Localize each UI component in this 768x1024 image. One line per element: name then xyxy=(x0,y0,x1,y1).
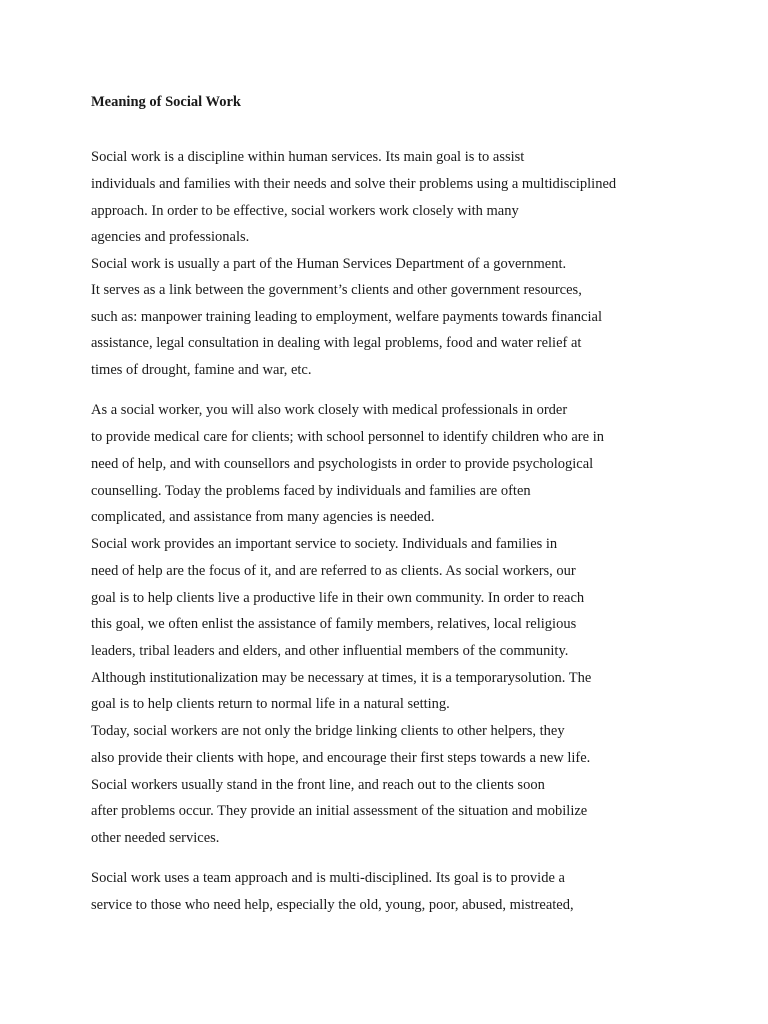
text-line: such as: manpower training leading to employment, welfare payments towards financial xyxy=(91,309,602,325)
text-line: Social work is usually a part of the Human Services Department of a government. xyxy=(91,256,567,272)
text-line: complicated, and assistance from many agencies is needed. xyxy=(91,509,435,525)
text-line: Social work provides an important service to society. Individuals and families in xyxy=(91,536,558,552)
text-line: need of help, and with counsellors and psychologists in order to provide psychological xyxy=(91,456,594,472)
text-line: Social workers usually stand in the front line, and reach out to the clients soon xyxy=(91,777,545,793)
text-line: to provide medical care for clients; with school personnel to identify children who are in xyxy=(91,429,604,445)
document-title: Meaning of Social Work xyxy=(91,94,241,110)
text-line: also provide their clients with hope, and encourage their first steps towards a new life. xyxy=(91,750,591,766)
text-line: assistance, legal consultation in dealing with legal problems, food and water relief at xyxy=(91,335,582,351)
text-line: agencies and professionals. xyxy=(91,229,250,245)
text-line: times of drought, famine and war, etc. xyxy=(91,362,312,378)
text-line: Today, social workers are not only the bridge linking clients to other helpers, they xyxy=(91,723,565,739)
text-line: It serves as a link between the government’s clients and other government resources, xyxy=(91,282,582,298)
text-line: this goal, we often enlist the assistance of family members, relatives, local religious xyxy=(91,616,577,632)
text-line: service to those who need help, especially the old, young, poor, abused, mistreated, xyxy=(91,897,574,913)
text-line: need of help are the focus of it, and are referred to as clients. As social workers, our xyxy=(91,563,576,579)
text-line: leaders, tribal leaders and elders, and other influential members of the community. xyxy=(91,643,569,659)
text-line: approach. In order to be effective, social workers work closely with many xyxy=(91,203,519,219)
text-line: individuals and families with their needs and solve their problems using a multidisciplined xyxy=(91,176,617,192)
text-line: counselling. Today the problems faced by individuals and families are often xyxy=(91,483,531,499)
text-line: Social work uses a team approach and is multi-disciplined. Its goal is to provide a xyxy=(91,870,565,886)
text-line: Although institutionalization may be necessary at times, it is a temporarysolution. The xyxy=(91,670,592,686)
text-line: other needed services. xyxy=(91,830,220,846)
text-line: Social work is a discipline within human services. Its main goal is to assist xyxy=(91,149,525,165)
text-line: after problems occur. They provide an initial assessment of the situation and mobilize xyxy=(91,803,588,819)
text-line: goal is to help clients live a productive life in their own community. In order to reach xyxy=(91,590,585,606)
text-line: As a social worker, you will also work closely with medical professionals in order xyxy=(91,402,568,418)
text-line: goal is to help clients return to normal life in a natural setting. xyxy=(91,696,450,712)
